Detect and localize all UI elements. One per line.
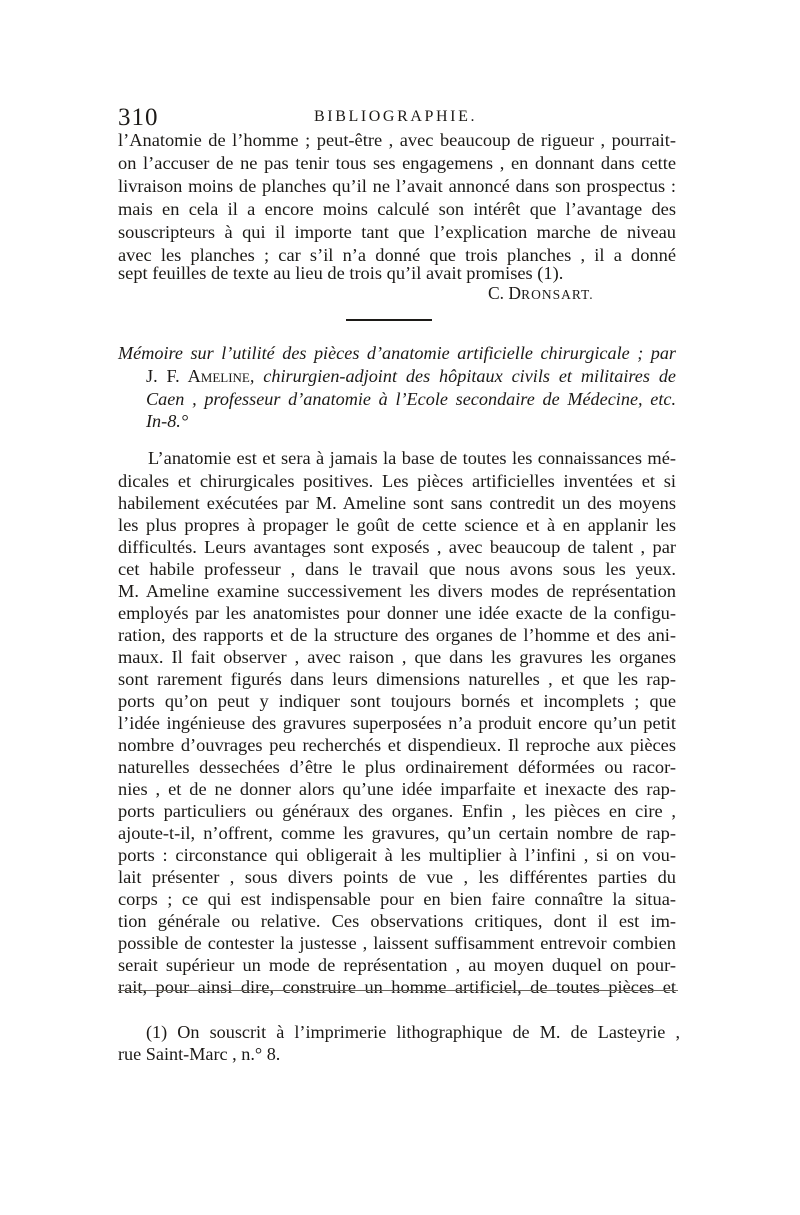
format-line: In-8.° <box>146 411 189 431</box>
text-line: cet habile professeur , dans le travail que nous avons sous les yeux. <box>118 559 676 579</box>
text-line: naturelles dessechées d’être le plus ordinairement déformées ou racor- <box>118 757 676 777</box>
text-line: nies , et de ne donner alors qu’une idée imparfaite et inexacte des rap- <box>118 779 676 799</box>
footnote-line: (1) On souscrit à l’imprimerie lithographique de M. de Lasteyrie , <box>146 1022 680 1042</box>
text-line: M. Ameline examine successivement les divers modes de représentation <box>118 581 676 601</box>
footnote-line: rue Saint-Marc , n.° 8. <box>118 1044 281 1064</box>
text-line: lait présenter , sous divers points de vue , les différentes parties du <box>118 867 676 887</box>
title-line: Caen , professeur d’anatomie à l’Ecole secondaire de Médecine, etc. <box>146 389 676 409</box>
text-line: L’anatomie est et sera à jamais la base de toutes les connaissances mé- <box>148 448 676 468</box>
title-line-rest: , chirurgien-adjoint des hôpitaux civils et militaires de <box>249 366 676 386</box>
text-line: dicales et chirurgicales positives. Les pièces artificielles inventées et si <box>118 471 676 491</box>
text-line: difficultés. Leurs avantages sont exposés , avec beaucoup de talent , par <box>118 537 676 557</box>
text-line: sont rarement figurés dans leurs dimensions naturelles , et que les rap- <box>118 669 676 689</box>
text-line: tion générale ou relative. Ces observations critiques, dont il est im- <box>118 911 676 931</box>
text-line: ports qu’on peut y indiquer sont toujours bornés et incomplets ; que <box>118 691 676 711</box>
text-line: l’Anatomie de l’homme ; peut-être , avec beaucoup de rigueur , pourrait- <box>118 130 676 150</box>
text-line: l’idée ingénieuse des gravures superposées n’a produit encore qu’un petit <box>118 713 676 733</box>
text-line: les plus propres à propager le goût de cette science et à en applanir les <box>118 515 676 535</box>
text-line: mais en cela il a encore moins calculé son intérêt que l’avantage des <box>118 199 676 219</box>
text-line: corps ; ce qui est indispensable pour en bien faire connaître la situa- <box>118 889 676 909</box>
text-line: possible de contester la justesse , laissent suffisamment entrevoir combien <box>118 933 676 953</box>
text-line: livraison moins de planches qu’il ne l’avait annoncé dans son prospectus : <box>118 176 676 196</box>
page-number: 310 <box>118 104 159 131</box>
text-line: ports : circonstance qui obligerait à les multiplier à l’infini , si on vou- <box>118 845 676 865</box>
author-name: J. F. Ameline <box>146 366 250 386</box>
text-line: maux. Il fait observer , avec raison , que dans les gravures les organes <box>118 647 676 667</box>
title-line: Mémoire sur l’utilité des pièces d’anatomie artificielle chirurgicale ; par <box>118 343 676 363</box>
text-line: ajoute-t-il, n’offrent, comme les gravures, qu’un certain nombre de rap- <box>118 823 676 843</box>
text-line: sept feuilles de texte au lieu de trois qu’il avait promises (1). <box>118 263 564 283</box>
text-line: on l’accuser de ne pas tenir tous ses engagemens , en donnant dans cette <box>118 153 676 173</box>
title-line <box>146 365 676 388</box>
text-line: ration, des rapports et de la structure des organes de l’homme et des ani- <box>118 625 676 645</box>
text-line: habilement exécutées par M. Ameline sont sans contredit un des moyens <box>118 493 676 513</box>
text-line: avec les planches ; car s’il n’a donné que trois planches , il a donné <box>118 245 676 265</box>
signature-name: RONSART. <box>521 287 594 302</box>
signature-initial: C. D <box>488 283 522 303</box>
text-line: ports particuliers ou généraux des organes. Enfin , les pièces en cire , <box>118 801 676 821</box>
text-line: rait, pour ainsi dire, construire un homme artificiel, de toutes pièces et <box>118 977 676 997</box>
section-divider <box>346 319 432 321</box>
footnote-divider <box>118 990 678 991</box>
review-signature <box>488 283 594 304</box>
running-head: BIBLIOGRAPHIE. <box>314 108 478 125</box>
text-line: nombre d’ouvrages peu recherchés et dispendieux. Il reproche aux pièces <box>118 735 676 755</box>
text-line: souscripteurs à qui il importe tant que l’explication marche de niveau <box>118 222 676 242</box>
text-line: employés par les anatomistes pour donner une idée exacte de la configu- <box>118 603 676 623</box>
text-line: serait supérieur un mode de représentation , au moyen duquel on pour- <box>118 955 676 975</box>
